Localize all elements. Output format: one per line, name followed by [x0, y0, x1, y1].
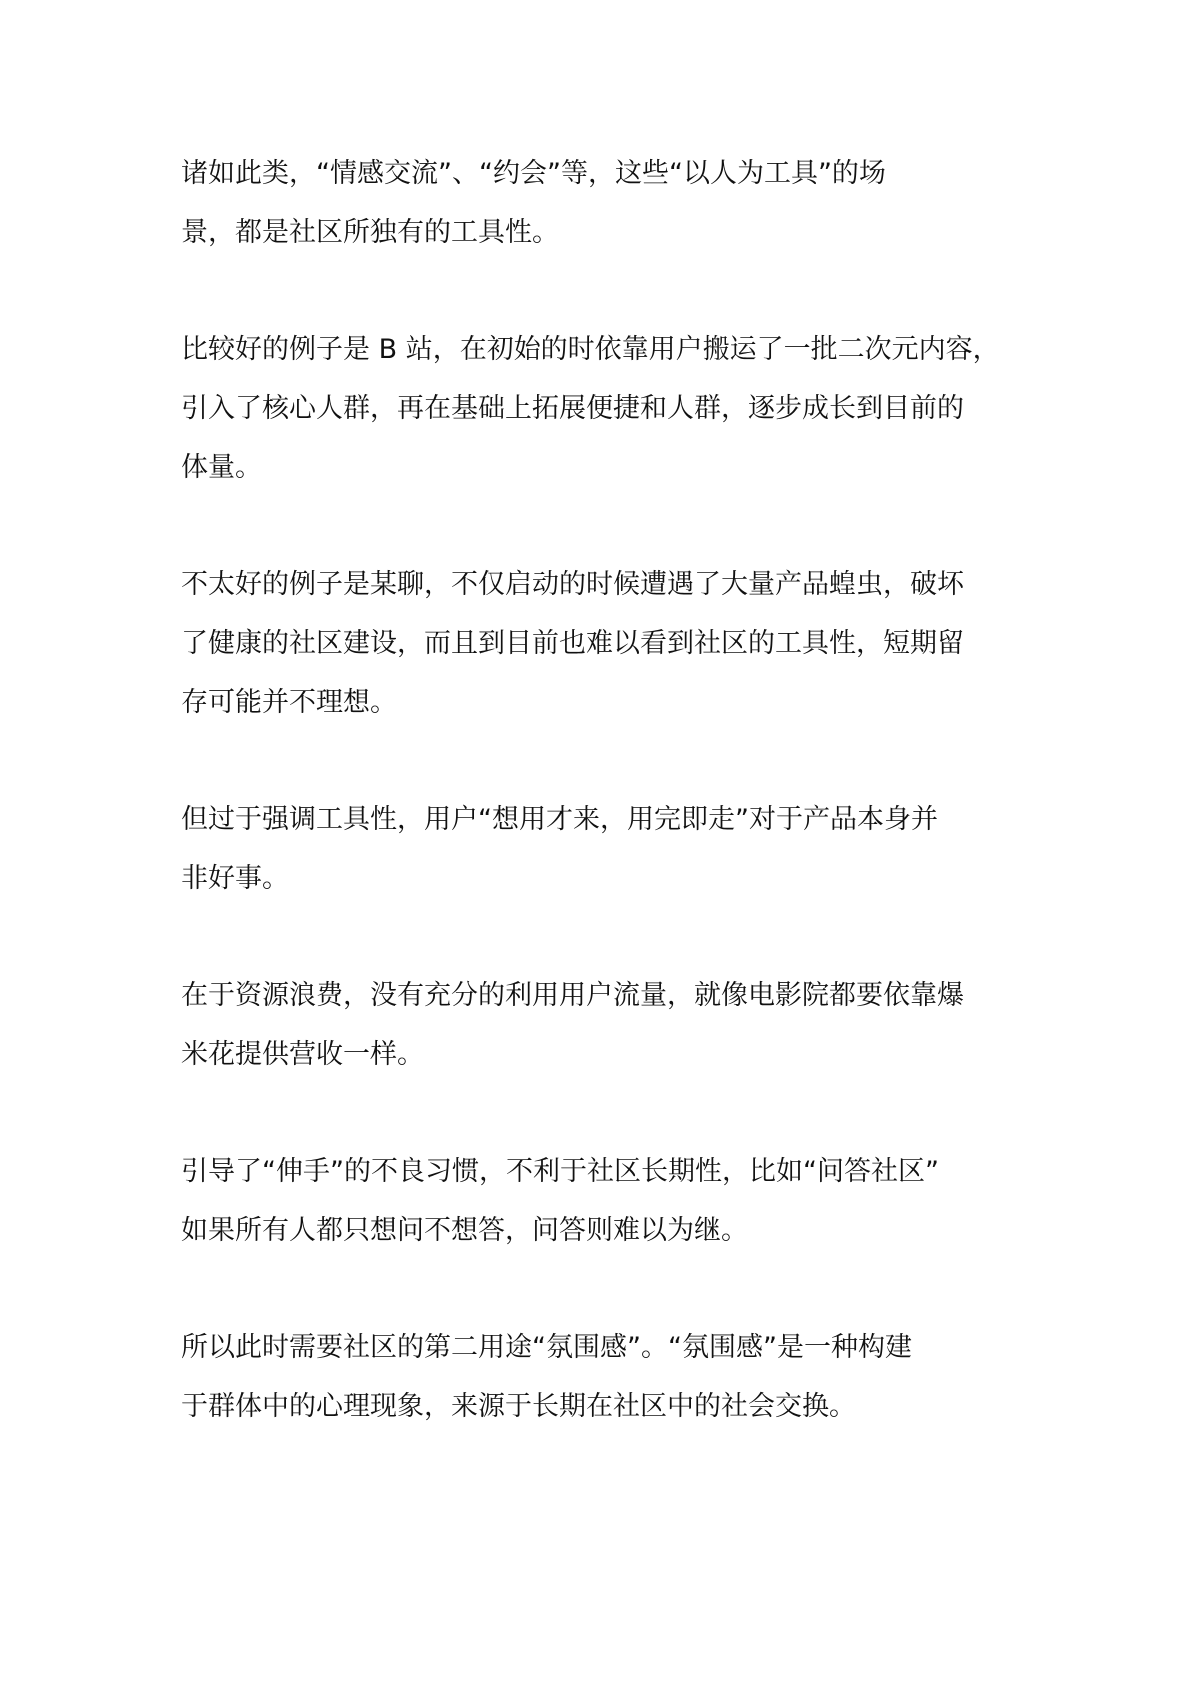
- paragraph-7: 所以此时需要社区的第二用途“氛围感”。“氛围感”是一种构建 于群体中的心理现象，来源于长期在社区中的社会交换。: [181, 1332, 912, 1422]
- paragraph-5: 在于资源浪费，没有充分的利用用户流量，就像电影院都要依靠爆 米花提供营收一样。: [181, 980, 964, 1070]
- paragraph-1: 诸如此类，“情感交流”、“约会”等，这些“以人为工具”的场 景，都是社区所独有的工具性。: [181, 158, 886, 248]
- paragraph-4: 但过于强调工具性，用户“想用才来，用完即走”对于产品本身并 非好事。: [181, 804, 938, 894]
- paragraph-6: 引导了“伸手”的不良习惯，不利于社区长期性，比如“问答社区” 如果所有人都只想问不想答，问答则难以为继。: [181, 1156, 939, 1246]
- document-body: [181, 144, 1031, 1494]
- paragraph-3: 不太好的例子是某聊，不仅启动的时候遭遇了大量产品蝗虫，破坏 了健康的社区建设，而且到目前也难以看到社区的工具性，短期留 存可能并不理想。: [181, 569, 964, 718]
- paragraph-2: 比较好的例子是 B 站，在初始的时依靠用户搬运了一批二次元内容， 引入了核心人群，再在基础上拓展便捷和人群，逐步成长到目前的 体量。: [181, 334, 1000, 483]
